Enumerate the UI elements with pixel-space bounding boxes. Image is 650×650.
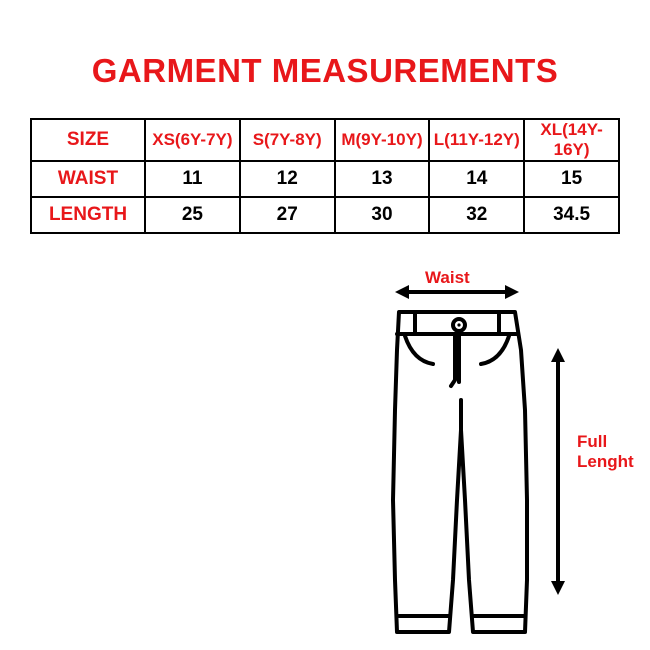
waist-button-hole	[457, 323, 460, 326]
right-pocket	[481, 336, 509, 364]
fly-seam	[451, 336, 455, 386]
cell-waist-l: 14	[429, 161, 524, 197]
table-row	[31, 161, 619, 197]
table-header-l: L(11Y-12Y)	[429, 119, 524, 161]
length-arrow-top-head	[551, 348, 565, 362]
table-header-xs: XS(6Y-7Y)	[145, 119, 240, 161]
cell-waist-xl: 15	[524, 161, 619, 197]
full-length-label-line2: Lenght	[577, 452, 634, 471]
table-row	[31, 197, 619, 233]
table-header-row	[31, 119, 619, 161]
full-length-label	[577, 432, 647, 472]
length-arrow-bottom-head	[551, 581, 565, 595]
cell-length-m: 30	[335, 197, 430, 233]
cell-waist-s: 12	[240, 161, 335, 197]
cell-length-l: 32	[429, 197, 524, 233]
row-label-waist: WAIST	[31, 161, 145, 197]
cell-length-xl: 34.5	[524, 197, 619, 233]
cell-waist-m: 13	[335, 161, 430, 197]
page-title: GARMENT MEASUREMENTS	[91, 52, 559, 89]
waist-arrow-left-head	[395, 285, 409, 299]
left-pocket	[405, 336, 433, 364]
cell-waist-xs: 11	[145, 161, 240, 197]
table-header-m: M(9Y-10Y)	[335, 119, 430, 161]
size-chart-table	[30, 118, 620, 234]
cell-length-s: 27	[240, 197, 335, 233]
cell-length-xs: 25	[145, 197, 240, 233]
waist-arrow-right-head	[505, 285, 519, 299]
waist-label: Waist	[425, 268, 470, 287]
table-header-xl: XL(14Y-16Y)	[524, 119, 619, 161]
table-header-s: S(7Y-8Y)	[240, 119, 335, 161]
full-length-label-line1: Full	[577, 432, 608, 451]
pants-measurement-diagram	[355, 250, 650, 650]
row-label-length: LENGTH	[31, 197, 145, 233]
table-header-size: SIZE	[31, 119, 145, 161]
